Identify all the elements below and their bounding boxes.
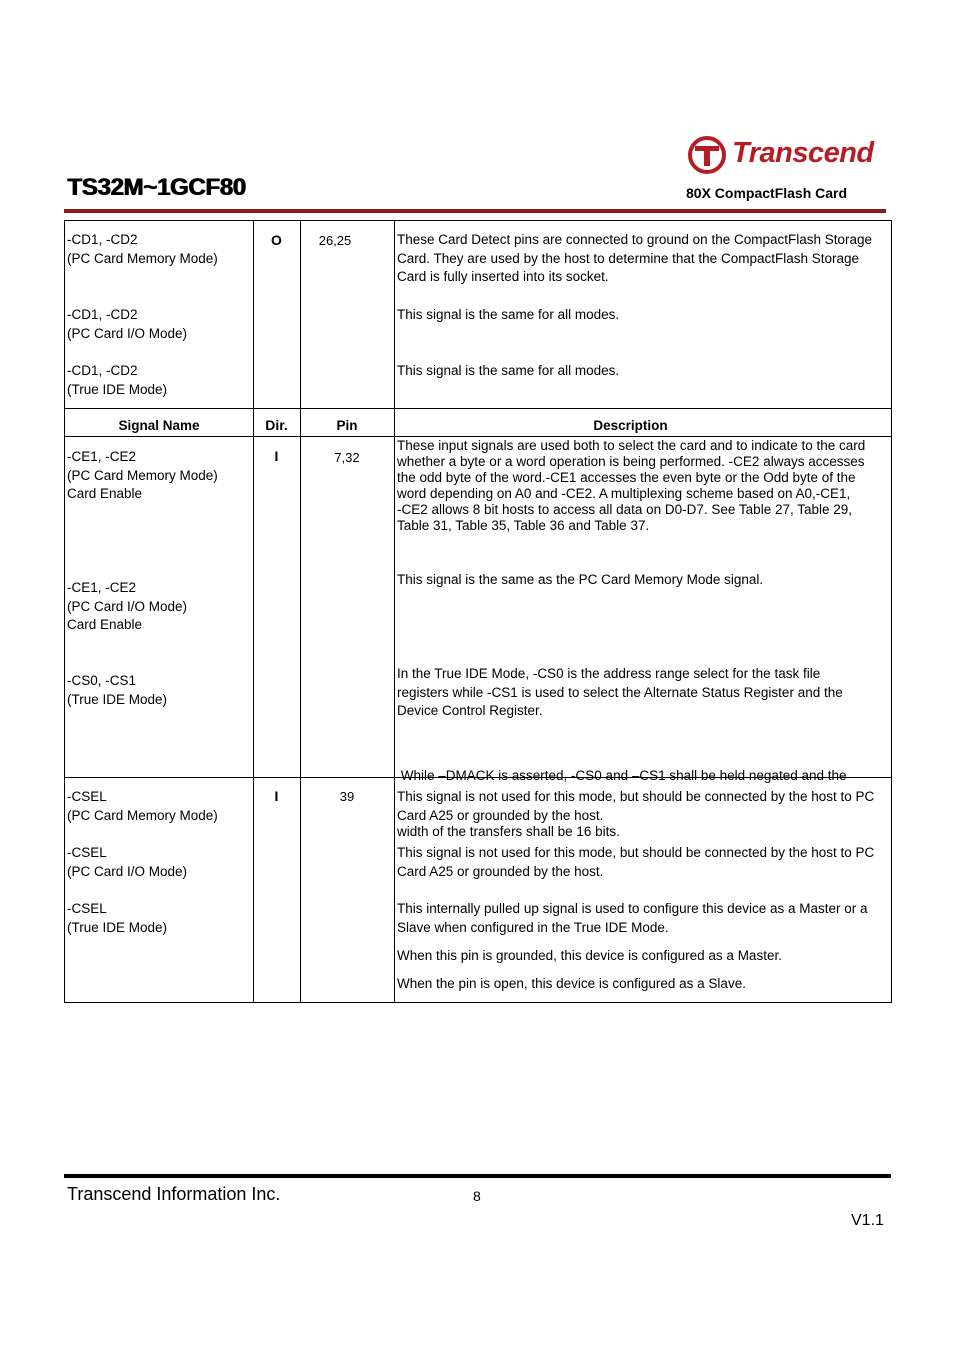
signal-direction: I (274, 448, 279, 464)
signal-description: When the pin is open, this device is configured as a Slave. (397, 976, 746, 991)
pin-number: 7,32 (334, 450, 360, 465)
signal-direction: I (274, 788, 279, 804)
signal-name: -CE1, -CE2 (PC Card I/O Mode) Card Enable (67, 580, 188, 632)
signal-description: This internally pulled up signal is used to configure this device as a Master or a Slave when configured in the True IDE Mode. (397, 901, 868, 935)
column-header-signal-name: Signal Name (118, 418, 200, 433)
pin-description-table (64, 220, 892, 1003)
company-name: Transcend Information Inc. (67, 1184, 281, 1204)
signal-description: While –DMACK is asserted, -CS0 and –CS1 shall be held negated and the width of the transfers shall be 16 bits. (397, 768, 847, 839)
signal-description: This signal is not used for this mode, but should be connected by the host to PC Card A25 or grounded by the host. (397, 789, 875, 823)
transcend-logo-icon (686, 134, 732, 176)
signal-description: This signal is not used for this mode, but should be connected by the host to PC Card A25 or grounded by the host. (397, 845, 875, 879)
signal-description: These Card Detect pins are connected to ground on the CompactFlash Storage Card. They are used by the host to determine that the CompactFlash Storage Card is fully inserted into its socket. (397, 232, 873, 284)
row-divider (65, 408, 891, 409)
column-divider (394, 221, 395, 1002)
signal-description: These input signals are used both to select the card and to indicate to the card whether a byte or a word operation is being performed. -CE2 always accesses the odd byte of the word.-CE1 accesses the even byte or the Odd byte of the word depending on A0 and -CE2. A multiplexing scheme based on A0,-CE1, -CE2 allows 8 bit hosts to access all data on D0-D7. See Table 27, Table 29, Table 31, Table 35, Table 36 and Table 37. (397, 438, 866, 533)
page-number: 8 (473, 1188, 481, 1204)
signal-name: -CE1, -CE2 (PC Card Memory Mode) Card Enable (67, 449, 218, 501)
pin-number: 26,25 (318, 233, 352, 248)
signal-description: When this pin is grounded, this device is configured as a Master. (397, 948, 782, 963)
column-header-description: Description (593, 418, 668, 433)
brand-name: Transcend (732, 137, 874, 169)
signal-name: -CSEL (PC Card Memory Mode) (67, 789, 218, 823)
row-divider (65, 436, 891, 437)
signal-description: In the True IDE Mode, -CS0 is the address range select for the task file registers while -CS1 is used to select the Alternate Status Register and the Device Control Register. (397, 666, 843, 718)
product-model: TS32M~1GCF80 (67, 174, 246, 201)
footer-rule (64, 1174, 891, 1178)
signal-name: -CD1, -CD2 (True IDE Mode) (67, 363, 168, 397)
column-header-pin: Pin (336, 418, 358, 433)
column-header-dir: Dir. (265, 417, 288, 433)
product-subtitle: 80X CompactFlash Card (686, 185, 848, 201)
signal-name: -CSEL (True IDE Mode) (67, 901, 168, 935)
signal-name: -CD1, -CD2 (PC Card Memory Mode) (67, 232, 218, 266)
signal-name: -CSEL (PC Card I/O Mode) (67, 845, 188, 879)
signal-name: -CD1, -CD2 (PC Card I/O Mode) (67, 307, 188, 341)
pin-number: 39 (339, 789, 355, 804)
signal-description: This signal is the same for all modes. (397, 307, 620, 322)
document-version: V1.1 (851, 1212, 884, 1229)
header-rule (64, 209, 886, 213)
signal-name: -CS0, -CS1 (True IDE Mode) (67, 673, 168, 707)
signal-description: This signal is the same as the PC Card Memory Mode signal. (397, 572, 764, 587)
column-divider (300, 221, 301, 1002)
signal-direction: O (271, 232, 282, 248)
signal-description: This signal is the same for all modes. (397, 363, 620, 378)
column-divider (253, 221, 254, 1002)
